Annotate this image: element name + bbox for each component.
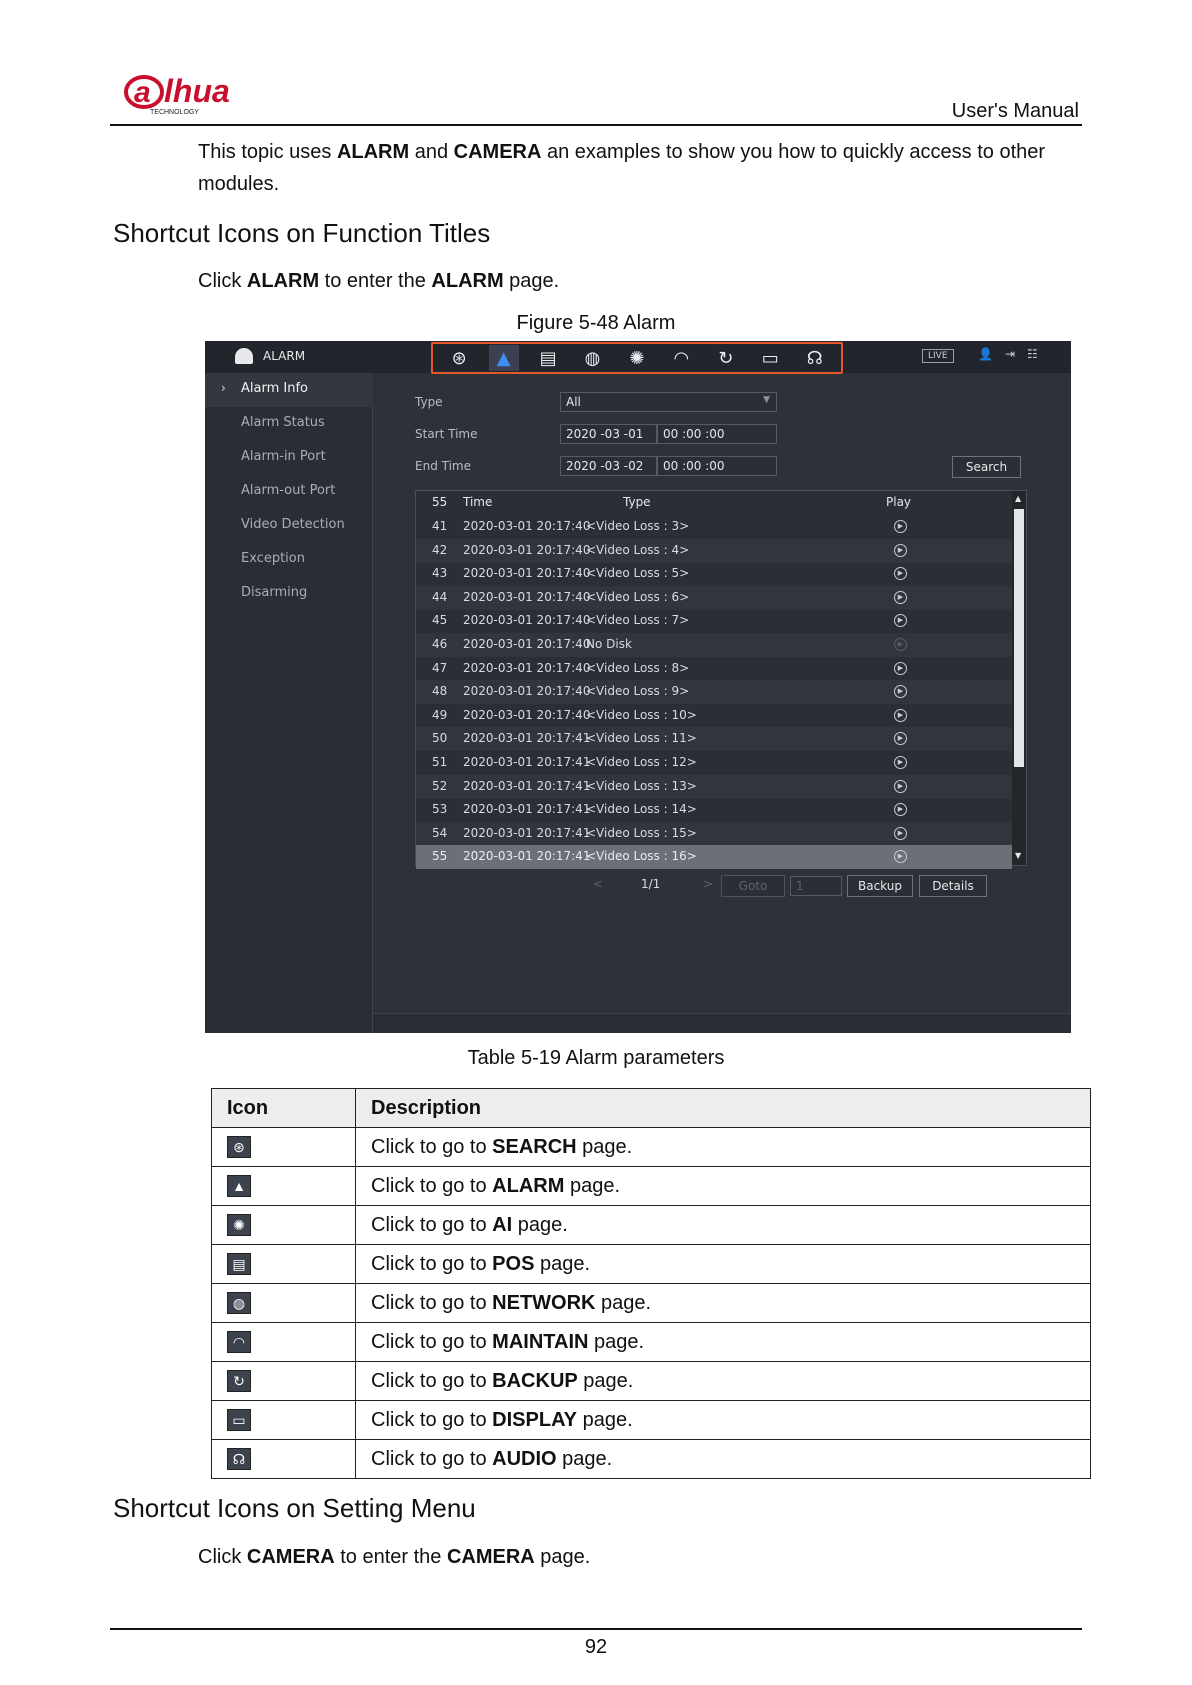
step2-bold-2: CAMERA [446, 1546, 535, 1568]
header-time: Time [463, 495, 493, 509]
param-icon-cell [212, 1362, 356, 1401]
intro-text-3: an examples to show you how to quickly access to other [541, 141, 1046, 163]
type-select[interactable] [560, 392, 777, 412]
param-desc-post: page. [595, 1291, 652, 1314]
row-time: 2020-03-01 20:17:40 [463, 660, 591, 675]
row-type: <Video Loss : 15> [586, 825, 697, 840]
param-icon-cell [212, 1206, 356, 1245]
header-count: 55 [432, 495, 448, 509]
goto-button[interactable]: Goto [721, 875, 785, 897]
table-row[interactable] [416, 798, 1012, 822]
alarm-parameters-table [211, 1088, 1091, 1479]
search-button[interactable]: Search [952, 456, 1021, 478]
param-description-cell [356, 1401, 1091, 1440]
backup-icon: ↻ [227, 1370, 251, 1392]
play-icon[interactable]: ▶ [894, 567, 907, 580]
step2-text-post: page. [534, 1546, 591, 1568]
play-icon[interactable]: ▶ [894, 591, 907, 604]
param-desc-pre: Click to go to [371, 1135, 493, 1158]
param-desc-post: page. [534, 1252, 591, 1275]
param-desc-pre: Click to go to [371, 1408, 493, 1431]
topbar-right-icons [978, 347, 1038, 361]
sidebar-item-alarm-out-port[interactable]: Alarm-out Port [241, 483, 336, 498]
param-desc-bold: ALARM [492, 1174, 565, 1197]
param-desc-bold: POS [492, 1252, 535, 1275]
alarm-icon[interactable]: ▲ [489, 345, 519, 371]
param-description-cell [356, 1128, 1091, 1167]
dahua-logo [120, 72, 260, 116]
table-row[interactable] [416, 633, 1012, 657]
row-time: 2020-03-01 20:17:40 [463, 589, 591, 604]
row-number: 55 [432, 849, 448, 864]
start-time-field[interactable]: 00 :00 :00 [657, 424, 777, 444]
table-row[interactable] [416, 515, 1012, 539]
svg-text:lhua: lhua [164, 73, 230, 109]
param-desc-pre: Click to go to [371, 1174, 493, 1197]
sidebar-item-alarm-status[interactable]: Alarm Status [241, 415, 325, 430]
row-number: 42 [432, 542, 448, 557]
header-play: Play [886, 495, 912, 509]
ai-icon: ✺ [227, 1214, 251, 1236]
search-icon: ⊛ [227, 1136, 251, 1158]
param-desc-bold: SEARCH [492, 1135, 577, 1158]
alarm-bell-icon [235, 348, 253, 364]
row-type: <Video Loss : 8> [586, 660, 690, 675]
row-number: 45 [432, 613, 448, 628]
maintain-icon[interactable]: ◠ [673, 347, 690, 369]
param-table-header [212, 1089, 1091, 1128]
play-icon[interactable]: ▶ [894, 662, 907, 675]
param-table-row [212, 1167, 1091, 1206]
svg-text:a: a [134, 76, 151, 109]
play-icon[interactable]: ▶ [894, 685, 907, 698]
play-icon[interactable]: ▶ [894, 803, 907, 816]
sidebar-item-video-detection[interactable]: Video Detection [241, 517, 345, 532]
intro-paragraph [198, 136, 1078, 200]
param-icon-cell [212, 1401, 356, 1440]
param-description-cell [356, 1362, 1091, 1401]
nvr-alarm-screenshot [205, 341, 1071, 1033]
table-row[interactable] [416, 562, 1012, 586]
network-icon: ◍ [227, 1292, 251, 1314]
param-desc-pre: Click to go to [371, 1447, 493, 1470]
section-heading-setting-menu: Shortcut Icons on Setting Menu [113, 1493, 476, 1523]
table-scrollbar[interactable] [1012, 491, 1026, 865]
step2-text-mid: to enter the [334, 1546, 447, 1568]
row-time: 2020-03-01 20:17:41 [463, 849, 591, 864]
row-time: 2020-03-01 20:17:41 [463, 755, 591, 769]
param-desc-post: page. [576, 1135, 633, 1158]
row-number: 54 [432, 825, 448, 840]
table-header [416, 491, 1012, 515]
step1-bold-2: ALARM [431, 270, 504, 292]
row-number: 50 [432, 731, 448, 746]
backup-icon[interactable]: ↻ [718, 347, 734, 369]
table-row[interactable] [416, 822, 1012, 846]
step1-text-post: page. [503, 270, 560, 292]
row-type: <Video Loss : 9> [586, 684, 690, 699]
nvr-sidebar [205, 373, 373, 1033]
display-icon[interactable]: ▭ [761, 347, 779, 369]
maintain-icon: ◠ [227, 1331, 251, 1353]
header-type: Type [623, 495, 651, 509]
sidebar-item-exception[interactable]: Exception [241, 551, 305, 566]
pager-page-indicator: 1/1 [641, 877, 661, 891]
row-time: 2020-03-01 20:17:41 [463, 731, 591, 746]
chevron-down-icon: ▼ [763, 395, 770, 405]
row-number: 47 [432, 660, 448, 675]
row-number: 49 [432, 707, 448, 722]
row-time: 2020-03-01 20:17:41 [463, 778, 591, 793]
pos-icon[interactable]: ▤ [539, 347, 557, 369]
table-row[interactable] [416, 775, 1012, 799]
intro-text-2: and [409, 141, 454, 163]
pager-prev-button[interactable]: < [593, 877, 604, 891]
alarm-table [415, 490, 1027, 866]
page-number: 92 [584, 1636, 608, 1658]
param-desc-pre: Click to go to [371, 1369, 493, 1392]
user-icon[interactable]: 👤 [978, 347, 993, 361]
play-icon[interactable]: ▶ [894, 732, 907, 745]
param-desc-pre: Click to go to [371, 1252, 493, 1275]
audio-icon: ☊ [227, 1448, 251, 1470]
backup-button[interactable]: Backup [847, 875, 913, 897]
row-time: 2020-03-01 20:17:40 [463, 566, 591, 581]
row-type: <Video Loss : 7> [586, 613, 690, 628]
details-button[interactable]: Details [919, 875, 987, 897]
row-number: 41 [432, 519, 448, 533]
param-icon-cell [212, 1440, 356, 1479]
start-date-field[interactable]: 2020 -03 -01 [560, 424, 657, 444]
goto-page-input[interactable]: 1 [790, 876, 842, 896]
table-row[interactable] [416, 539, 1012, 563]
param-desc-post: page. [564, 1174, 620, 1197]
param-icon-cell [212, 1167, 356, 1206]
row-time: 2020-03-01 20:17:41 [463, 825, 591, 840]
param-desc-post: page. [512, 1213, 568, 1236]
pager-next-button[interactable]: > [703, 877, 714, 891]
play-icon[interactable]: ▶ [894, 544, 907, 557]
nvr-main-panel [373, 373, 1071, 1033]
table-row[interactable] [416, 751, 1012, 775]
row-number: 53 [432, 802, 448, 817]
alarm-icon: ▲ [227, 1175, 251, 1197]
play-icon[interactable]: ▶ [894, 709, 907, 722]
param-icon-cell [212, 1284, 356, 1323]
table-row[interactable] [416, 845, 1012, 869]
end-time-field[interactable]: 00 :00 :00 [657, 456, 777, 476]
param-table-row [212, 1323, 1091, 1362]
param-table-row [212, 1440, 1091, 1479]
table-caption: Table 5-19 Alarm parameters [467, 1047, 725, 1069]
param-description-cell [356, 1167, 1091, 1206]
param-description-cell [356, 1323, 1091, 1362]
param-desc-bold: AI [492, 1213, 513, 1236]
table-row[interactable] [416, 680, 1012, 704]
param-desc-post: page. [577, 1369, 634, 1392]
row-type: <Video Loss : 3> [586, 519, 690, 533]
row-number: 46 [432, 637, 448, 651]
table-row[interactable] [416, 657, 1012, 681]
figure-caption: Figure 5-48 Alarm [516, 312, 676, 334]
live-button[interactable]: LIVE [922, 349, 954, 363]
param-description-cell [356, 1206, 1091, 1245]
param-icon-cell [212, 1245, 356, 1284]
sidebar-item-alarm-in-port[interactable]: Alarm-in Port [241, 449, 326, 464]
play-icon[interactable]: ▶ [894, 520, 907, 533]
param-description-cell [356, 1440, 1091, 1479]
step-click-camera [198, 1541, 590, 1573]
row-type: <Video Loss : 11> [586, 731, 697, 746]
footer-rule [110, 1628, 1082, 1630]
row-time: 2020-03-01 20:17:40 [463, 637, 591, 651]
param-icon-cell [212, 1323, 356, 1362]
table-row[interactable] [416, 586, 1012, 610]
row-type: <Video Loss : 16> [586, 849, 697, 864]
param-table-row [212, 1245, 1091, 1284]
header-rule [110, 124, 1082, 126]
play-icon[interactable]: ▶ [894, 614, 907, 627]
intro-text-4: modules. [198, 173, 280, 195]
scroll-down-icon[interactable]: ▼ [1015, 851, 1022, 860]
step1-text-pre: Click [198, 270, 247, 292]
svg-text:TECHNOLOGY: TECHNOLOGY [150, 109, 200, 116]
param-desc-bold: BACKUP [492, 1369, 578, 1392]
param-desc-bold: MAINTAIN [492, 1330, 589, 1353]
row-number: 51 [432, 755, 448, 769]
play-icon[interactable]: ▶ [894, 780, 907, 793]
intro-text-1: This topic uses [198, 141, 337, 163]
param-header-description: Description [356, 1089, 1091, 1128]
nvr-module-label: ALARM [263, 349, 306, 363]
manual-title: User's Manual [951, 100, 1079, 122]
param-table-row [212, 1401, 1091, 1440]
play-icon[interactable]: ▶ [894, 850, 907, 863]
sidebar-item-alarm-info[interactable]: Alarm Info [241, 381, 308, 396]
pos-icon: ▤ [227, 1253, 251, 1275]
param-description-cell [356, 1284, 1091, 1323]
table-row[interactable] [416, 609, 1012, 633]
row-number: 44 [432, 589, 448, 604]
shortcut-icon-bar [431, 342, 843, 374]
param-table-row [212, 1362, 1091, 1401]
param-table-row [212, 1284, 1091, 1323]
section-heading-function-titles: Shortcut Icons on Function Titles [113, 218, 491, 248]
param-header-icon: Icon [212, 1089, 356, 1128]
param-desc-bold: DISPLAY [492, 1408, 578, 1431]
type-select-value: All [566, 395, 581, 409]
param-table-row [212, 1128, 1091, 1167]
play-icon[interactable]: ▶ [894, 756, 907, 769]
row-type: <Video Loss : 13> [586, 778, 697, 793]
row-time: 2020-03-01 20:17:40 [463, 542, 591, 557]
table-row[interactable] [416, 704, 1012, 728]
ai-icon[interactable]: ✺ [629, 347, 645, 369]
type-label: Type [415, 395, 443, 409]
start-time-label: Start Time [415, 427, 478, 441]
param-desc-post: page. [588, 1330, 645, 1353]
nvr-module-title [235, 348, 305, 364]
sidebar-item-disarming[interactable]: Disarming [241, 585, 308, 600]
row-time: 2020-03-01 20:17:40 [463, 519, 591, 533]
param-desc-pre: Click to go to [371, 1213, 493, 1236]
row-number: 52 [432, 778, 448, 793]
row-time: 2020-03-01 20:17:40 [463, 684, 591, 699]
menu-grid-icon[interactable]: ☷ [1027, 347, 1038, 361]
param-desc-pre: Click to go to [371, 1330, 493, 1353]
param-desc-pre: Click to go to [371, 1291, 493, 1314]
row-time: 2020-03-01 20:17:40 [463, 613, 591, 628]
step2-bold-1: CAMERA [246, 1546, 335, 1568]
row-number: 48 [432, 684, 448, 699]
search-icon[interactable]: ⊛ [451, 347, 467, 369]
scroll-thumb[interactable] [1014, 509, 1024, 767]
param-desc-bold: AUDIO [492, 1447, 557, 1470]
param-table-body [212, 1128, 1091, 1479]
step1-bold-1: ALARM [246, 270, 320, 292]
nvr-topbar [205, 341, 1071, 373]
display-icon: ▭ [227, 1409, 251, 1431]
play-icon[interactable]: ▶ [894, 638, 907, 651]
scroll-up-icon[interactable]: ▲ [1015, 494, 1022, 503]
end-date-field[interactable]: 2020 -03 -02 [560, 456, 657, 476]
step-click-alarm [198, 265, 559, 297]
audio-icon[interactable]: ☊ [806, 347, 823, 369]
chevron-right-icon: › [221, 381, 226, 395]
network-icon[interactable]: ◍ [584, 347, 601, 369]
table-row[interactable] [416, 727, 1012, 751]
param-desc-post: page. [577, 1408, 633, 1431]
row-type: <Video Loss : 12> [586, 755, 697, 769]
intro-bold-alarm: ALARM [336, 141, 410, 163]
row-number: 43 [432, 566, 448, 581]
nvr-footer-bar [373, 1013, 1071, 1033]
row-type: No Disk [586, 637, 632, 651]
param-desc-bold: NETWORK [492, 1291, 596, 1314]
row-time: 2020-03-01 20:17:40 [463, 707, 591, 722]
row-type: <Video Loss : 10> [586, 707, 697, 722]
row-type: <Video Loss : 6> [586, 589, 690, 604]
param-desc-post: page. [556, 1447, 613, 1470]
row-type: <Video Loss : 14> [586, 802, 697, 817]
logout-icon[interactable]: ⇥ [1004, 347, 1016, 361]
play-icon[interactable]: ▶ [894, 827, 907, 840]
end-time-label: End Time [415, 459, 471, 473]
param-icon-cell [212, 1128, 356, 1167]
row-type: <Video Loss : 4> [586, 542, 690, 557]
intro-bold-camera: CAMERA [453, 141, 542, 163]
row-type: <Video Loss : 5> [586, 566, 690, 581]
param-table-row [212, 1206, 1091, 1245]
param-description-cell [356, 1245, 1091, 1284]
step2-text-pre: Click [198, 1546, 247, 1568]
row-time: 2020-03-01 20:17:41 [463, 802, 591, 817]
step1-text-mid: to enter the [319, 270, 432, 292]
